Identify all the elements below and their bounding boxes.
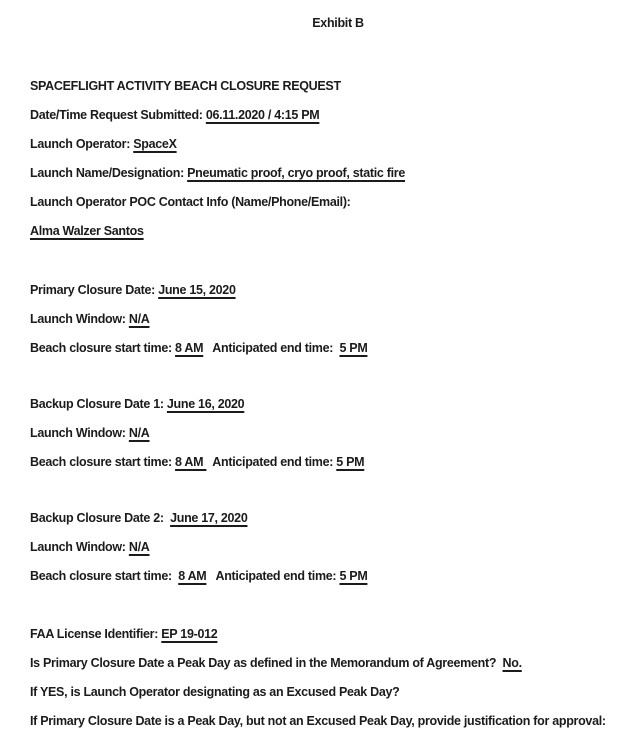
field-faa-license (30, 620, 606, 649)
field-launch-operator (30, 130, 606, 159)
field-date-submitted-value: 06.11.2020 / 4:15 PM (205, 108, 320, 122)
closure-2-date-value: June 16, 2020 (166, 397, 245, 411)
poc-name: Alma Walzer Santos (30, 224, 144, 238)
closure-3-times (30, 562, 606, 591)
question-peak-day-label: Is Primary Closure Date a Peak Day as defined in the Memorandum of Agreement? (30, 656, 503, 670)
field-launch-name (30, 159, 606, 188)
field-poc-label: Launch Operator POC Contact Info (Name/Phone/Email): (30, 195, 351, 209)
closure-1-times (30, 334, 606, 363)
closure-2-date-label: Backup Closure Date 1: (30, 397, 167, 411)
closure-2-window-value: N/A (128, 426, 150, 440)
question-peak-day (30, 649, 606, 678)
field-date-submitted (30, 101, 606, 130)
closure-1-date (30, 276, 606, 305)
field-date-submitted-label: Date/Time Request Submitted: (30, 108, 206, 122)
closure-3-end-value: 5 PM (339, 569, 368, 583)
closure-3-window-value: N/A (128, 540, 150, 554)
prompt-justification: If Primary Closure Date is a Peak Day, but not an Excused Peak Day, provide justification for approval: (30, 714, 606, 728)
closure-1-window (30, 305, 606, 334)
closure-3-window-label: Launch Window: (30, 540, 129, 554)
closure-1-start-value: 8 AM (175, 341, 204, 355)
question-excused-peak-day: If YES, is Launch Operator designating as an Excused Peak Day? (30, 685, 400, 699)
closure-1-start-label: Beach closure start time: (30, 341, 176, 355)
closure-1-window-value: N/A (128, 312, 150, 326)
field-launch-operator-label: Launch Operator: (30, 137, 134, 151)
closure-2-start-label: Beach closure start time: (30, 455, 176, 469)
closure-1-end-value: 5 PM (339, 341, 368, 355)
closure-1-end-label: Anticipated end time: (203, 341, 340, 355)
closure-3-end-label: Anticipated end time: (206, 569, 340, 583)
closure-3-window (30, 533, 606, 562)
closure-1-window-label: Launch Window: (30, 312, 129, 326)
closure-3-start-value: 8 AM (178, 569, 207, 583)
field-launch-name-label: Launch Name/Designation: (30, 166, 188, 180)
field-poc-value (30, 217, 606, 246)
question-peak-day-answer: No. (502, 656, 522, 670)
closure-2-date (30, 390, 606, 419)
closure-3-date-label: Backup Closure Date 2: (30, 511, 171, 525)
field-faa-license-value: EP 19-012 (161, 627, 218, 641)
closure-2-end-label: Anticipated end time: (206, 455, 337, 469)
closure-1-date-value: June 15, 2020 (158, 283, 236, 297)
closure-2-window-label: Launch Window: (30, 426, 129, 440)
closure-2-window (30, 419, 606, 448)
exhibit-header: Exhibit B (312, 16, 364, 30)
field-launch-name-value: Pneumatic proof, cryo proof, static fire (187, 166, 406, 180)
closure-2-end-value: 5 PM (336, 455, 365, 469)
field-launch-operator-value: SpaceX (133, 137, 177, 151)
document-title: SPACEFLIGHT ACTIVITY BEACH CLOSURE REQUEST (30, 79, 341, 93)
closure-3-date-value: June 17, 2020 (170, 511, 248, 525)
closure-1-date-label: Primary Closure Date: (30, 283, 159, 297)
closure-3-start-label: Beach closure start time: (30, 569, 179, 583)
field-faa-license-label: FAA License Identifier: (30, 627, 162, 641)
closure-2-start-value: 8 AM (175, 455, 207, 469)
closure-3-date (30, 504, 606, 533)
closure-2-times (30, 448, 606, 477)
